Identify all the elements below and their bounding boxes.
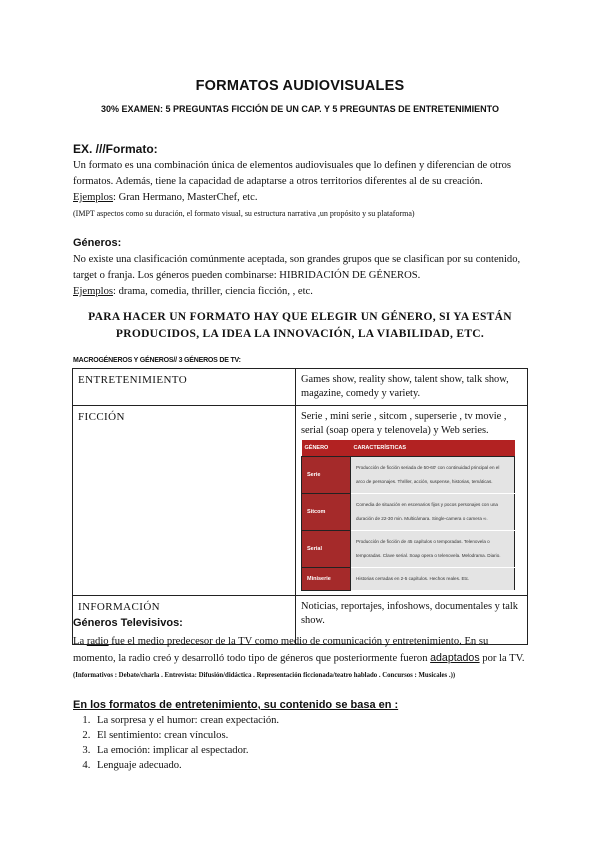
mini-genre-name: Miniserie [302, 568, 351, 591]
document-subtitle: 30% EXAMEN: 5 PREGUNTAS FICCIÓN DE UN CAP. Y 5 PREGUNTAS DE ENTRETENIMIENTO [100, 104, 500, 114]
document-title: FORMATOS AUDIOVISUALES [195, 78, 405, 94]
formato-text: Un formato es una combinación única de elementos audiovisuales que lo definen y diferencian de otros formatos. Además, tiene la capacidad de adaptarse a otros territorios diferentes al de su creación. [73, 160, 512, 187]
generos-text: No existe una clasificación comúnmente aceptada, son grandes grupos que se clasifican por su contenido, target o franja. Los géneros pueden combinarse: HIBRIDACIÓN DE GÉNEROS. [73, 254, 521, 281]
genre-description: Games show, reality show, talent show, talk show, magazine, comedy y variety. [296, 369, 528, 406]
mini-genre-desc: Comedia de situación en escenarios fijos y pocos personajes con una duración de 22-30 min. Multicámara. Single-camera o camera ∞. [351, 494, 515, 531]
mini-table-header [302, 440, 515, 457]
generos-examples: : drama, comedia, thriller, ciencia ficción, , etc. [113, 286, 313, 297]
formato-examples-label: Ejemplos [73, 192, 114, 203]
mini-table-row [302, 568, 515, 591]
generos-examples-label: Ejemplos [73, 286, 114, 297]
genre-description: Serie , mini serie , sitcom , superserie , tv movie , serial (soap opera y telenovela) y Web series. [301, 411, 507, 436]
mini-col-genre: GÉNERO [302, 440, 351, 457]
radio-link: radio [86, 636, 109, 647]
format-banner: PARA HACER UN FORMATO HAY QUE ELEGIR UN GÉNERO, SI YA ESTÁN PRODUCIDOS, LA IDEA LA INNOVACIÓN, LA VIABILIDAD, ETC. [88, 311, 512, 340]
generos-paragraph [73, 252, 533, 300]
genres-table [72, 368, 528, 645]
genre-cell: FICCIÓN [73, 406, 296, 596]
tv-text-3: por la TV. [479, 653, 525, 664]
list-item: 1. La sorpresa y el humor: crean expectación. [93, 713, 279, 728]
mini-genre-desc: Producción de ficción seriada de 50-60' con continuidad principal en el arco de personajes. Thriller, acción, suspense, historias, temáticas. [351, 457, 515, 494]
mini-table-row [302, 531, 515, 568]
generos-heading: Géneros: [73, 237, 122, 249]
genre-cell: INFORMACIÓN [73, 596, 296, 645]
mini-genre-name: Serie [302, 457, 351, 494]
list-item: 2. El sentimiento: crean vínculos. [93, 728, 279, 743]
genre-description-cell [296, 406, 528, 596]
mini-table-row [302, 494, 515, 531]
list-item: 4. Lenguaje adecuado. [93, 758, 279, 773]
list-item: 3. La emoción: implicar al espectador. [93, 743, 279, 758]
formato-note: (IMPT aspectos como su duración, el formato visual, su estructura narrativa ,un propósito y su plataforma) [73, 209, 415, 218]
tv-radio-genres-note: (Informativos : Debate/charla . Entrevista: Difusión/didáctica . Representación ficcionada/teatro hablado . Concursos : Musicales .)) [73, 672, 456, 679]
entertainment-list [73, 713, 279, 773]
formato-paragraph [73, 158, 533, 222]
tv-genres-paragraph [73, 634, 533, 684]
tv-text-1: La [73, 636, 87, 647]
mini-genre-desc: Producción de ficción de 45 capítulos o temporadas. Telenovela o temporadas. Clave serial. Soap opera o telenovela. Melodrama. Diario. [351, 531, 515, 568]
tv-genres-heading: Géneros Televisivos: [73, 617, 183, 629]
mini-table-row [302, 457, 515, 494]
table-row [73, 369, 528, 406]
mini-genre-name: Sitcom [302, 494, 351, 531]
entertainment-heading: En los formatos de entretenimiento, su contenido se basa en : [73, 699, 399, 711]
tv-text-2: fue el medio predecesor de la TV como medio de comunicación y entretenimiento. En su momento, la radio creó y desarrolló todo tipo de géneros que posteriormente fueron [73, 636, 489, 664]
table-caption: MACROGÉNEROS Y GÉNEROS// 3 GÉNEROS DE TV: [73, 357, 241, 364]
fiction-genres-mini-table [301, 440, 515, 591]
formato-examples: : Gran Hermano, MasterChef, etc. [113, 192, 258, 203]
mini-col-characteristics: CARACTERÍSTICAS [351, 440, 515, 457]
table-row [73, 406, 528, 596]
formato-heading: EX. ///Formato: [73, 142, 158, 156]
adaptados-link: adaptados [430, 652, 480, 664]
genre-description: Noticias, reportajes, infoshows, documentales y talk show. [296, 596, 528, 645]
mini-genre-desc: Historias cerradas en 2-5 capítulos. Hechos reales. Etc. [351, 568, 515, 591]
genre-cell: ENTRETENIMIENTO [73, 369, 296, 406]
mini-genre-name: Serial [302, 531, 351, 568]
